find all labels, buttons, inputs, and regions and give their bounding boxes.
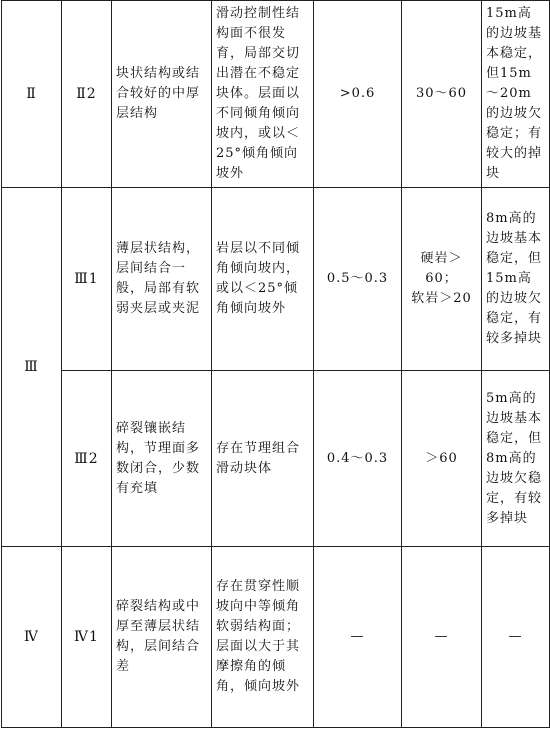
control-cell: 存在节理组合滑动块体: [212, 371, 314, 547]
table-row: [2, 371, 550, 547]
table-row: [2, 547, 550, 728]
rock-class-cell: Ⅳ: [2, 547, 62, 728]
structure-cell: 薄层状结构，层间结合一般，局部有软弱夹层或夹泥: [112, 188, 212, 371]
stability-cell: 15m高的边坡基本稳定，但15m～20m的边坡欠稳定；有较大的掉块: [482, 1, 550, 188]
table-row: [2, 188, 550, 371]
rock-slope-classification-table: [1, 0, 550, 728]
rock-class-cell: Ⅲ: [2, 188, 62, 547]
rock-subclass-cell: Ⅳ1: [62, 547, 112, 728]
height-cell: —: [402, 547, 482, 728]
structure-cell: 块状结构或结合较好的中厚层结构: [112, 1, 212, 188]
rock-subclass-cell: Ⅲ1: [62, 188, 112, 371]
control-cell: 滑动控制性结构面不很发育，局部交切出潜在不稳定块体。层面以不同倾角倾向坡内，或以＜25°倾角倾向坡外: [212, 1, 314, 188]
structure-cell: 碎裂结构或中厚至薄层状结构，层间结合差: [112, 547, 212, 728]
rock-subclass-cell: Ⅱ2: [62, 1, 112, 188]
rock-subclass-cell: Ⅲ2: [62, 371, 112, 547]
height-cell: 30～60: [402, 1, 482, 188]
coefficient-cell: 0.4～0.3: [314, 371, 402, 547]
coefficient-cell: >0.6: [314, 1, 402, 188]
height-cell: 硬岩＞60； 软岩＞20: [402, 188, 482, 371]
coefficient-cell: 0.5～0.3: [314, 188, 402, 371]
rock-class-cell: Ⅱ: [2, 1, 62, 188]
stability-cell: 5m高的边坡基本稳定，但8m高的边坡欠稳定，有较多掉块: [482, 371, 550, 547]
height-cell: ＞60: [402, 371, 482, 547]
stability-cell: 8m高的边坡基本稳定，但15m高的边坡欠稳定，有较多掉块: [482, 188, 550, 371]
table-row: [2, 1, 550, 188]
control-cell: 岩层以不同倾角倾向坡内，或以＜25°倾角倾向坡外: [212, 188, 314, 371]
control-cell: 存在贯穿性顺坡向中等倾角软弱结构面；层面以大于其摩擦角的倾角，倾向坡外: [212, 547, 314, 728]
coefficient-cell: —: [314, 547, 402, 728]
structure-cell: 碎裂镶嵌结构，节理面多数闭合，少数有充填: [112, 371, 212, 547]
stability-cell: —: [482, 547, 550, 728]
